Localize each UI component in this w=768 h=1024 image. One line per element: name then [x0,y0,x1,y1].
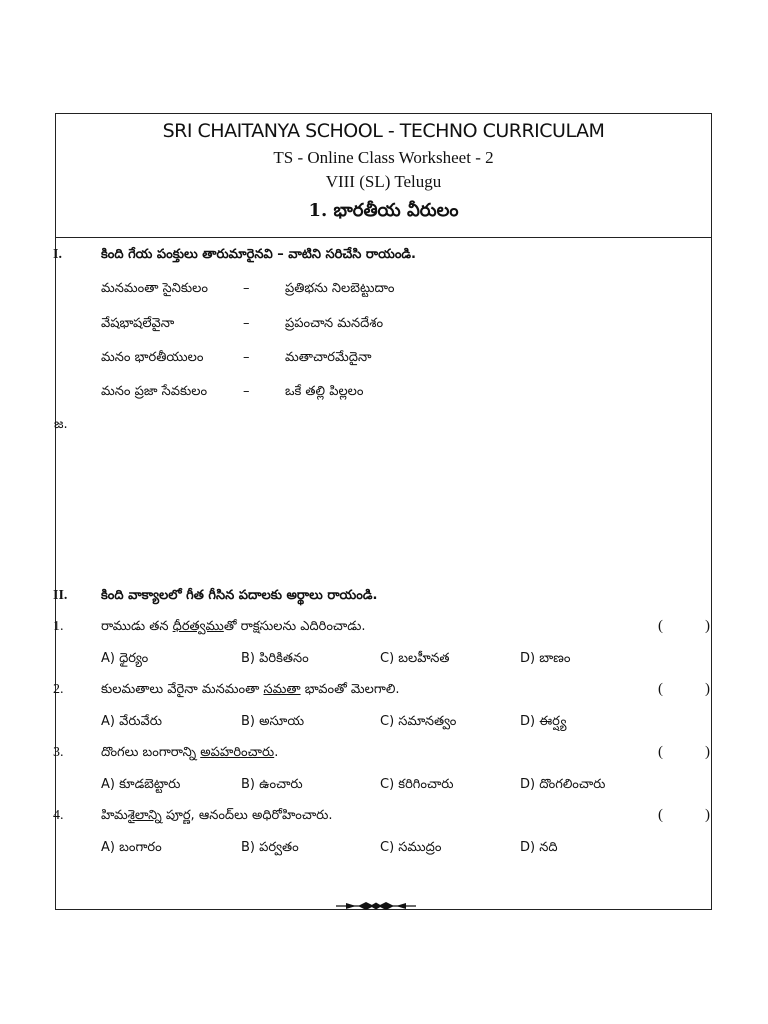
question-number: 4. [53,808,64,823]
poem-dash: – [243,281,250,296]
answer-paren-open: ( [658,807,663,823]
worksheet-header [56,114,711,238]
option-a: A) కూడబెట్టారు [101,777,181,792]
section1-number: I. [53,247,62,262]
question-number: 3. [53,745,64,760]
question-number: 2. [53,682,64,697]
class-subject: VIII (SL) Telugu [325,172,442,191]
question-number: 1. [53,619,64,634]
poem-line-right: మతాచారమేదైనా [285,350,372,365]
question-text-post: . [274,745,279,760]
poem-line-right: ప్రపంచాన మనదేశం [285,316,384,331]
underlined-word: అపహరించారు [200,745,275,760]
option-b: B) ఉంచారు [241,777,303,792]
poem-line-left: మనం ప్రజా సేవకులం [101,384,208,399]
option-c: C) కరిగించారు [380,777,454,792]
question-text-post: తో రాక్షసులను ఎదిరించాడు. [223,619,366,634]
option-d: D) ఈర్ష్య [520,714,567,729]
option-a: A) వేరువేరు [101,714,162,729]
question-text [101,808,333,824]
question-text-pre: దొంగలు బంగారాన్ని [101,745,201,760]
section2-instruction: కింది వాక్యాలలో గీత గీసిన పదాలకు అర్థాలు రాయండి. [101,588,378,603]
question-text-pre: రాముడు తన [101,619,173,634]
underlined-word: శైలాన్ని [127,808,162,823]
poem-line-right: ప్రతిభను నిలబెట్టుదాం [285,281,395,296]
option-d: D) నది [520,840,558,855]
option-d: D) దొంగలించారు [520,777,606,792]
poem-dash: – [243,384,250,399]
school-name: SRI CHAITANYA SCHOOL - TECHNO CURRICULAM [162,120,605,142]
question-text [101,682,400,698]
option-b: B) పిరికితనం [241,651,309,666]
answer-paren-open: ( [658,681,663,697]
section1-instruction: కింది గేయ పంక్తులు తారుమారైనవి – వాటిని సరిచేసి రాయండి. [101,247,416,262]
poem-line-left: మనం భారతీయులం [101,350,204,365]
answer-paren-close: ) [705,618,710,634]
ornament-divider-icon [336,899,416,913]
worksheet-frame [55,113,712,910]
poem-line-left: వేషభాషలేవైనా [101,316,175,331]
option-a: A) ధైర్యం [101,651,149,666]
option-a: A) బంగారం [101,840,162,855]
option-c: C) బలహీనత [380,651,450,666]
worksheet-title: TS - Online Class Worksheet - 2 [273,148,494,167]
option-d: D) బాణం [520,651,571,666]
lesson-title: 1. భారతీయ వీరులం [308,200,459,221]
question-text-post: భావంతో మెలగాలి. [300,682,400,697]
option-c: C) సముద్రం [380,840,442,855]
poem-line-right: ఒకే తల్లి పిల్లలం [285,384,364,399]
underlined-word: ధీరత్వము [172,619,224,634]
answer-paren-open: ( [658,744,663,760]
question-text-pre: హిమ [101,808,128,823]
option-b: B) అసూయ [241,714,305,729]
option-b: B) పర్వతం [241,840,299,855]
question-text-post: పూర్ణ, ఆనంద్‌లు అధిరోహించారు. [161,808,333,823]
section2-number: II. [53,588,68,603]
question-text [101,619,366,635]
poem-dash: – [243,350,250,365]
question-text-pre: కులమతాలు వేరైనా మనమంతా [101,682,264,697]
underlined-word: సమతా [263,682,301,697]
answer-label: జ. [54,417,68,432]
answer-paren-open: ( [658,618,663,634]
answer-paren-close: ) [705,807,710,823]
answer-paren-close: ) [705,681,710,697]
question-text [101,745,278,761]
poem-line-left: మనమంతా సైనికులం [101,281,208,296]
answer-paren-close: ) [705,744,710,760]
poem-dash: – [243,316,250,331]
option-c: C) సమానత్వం [380,714,457,729]
